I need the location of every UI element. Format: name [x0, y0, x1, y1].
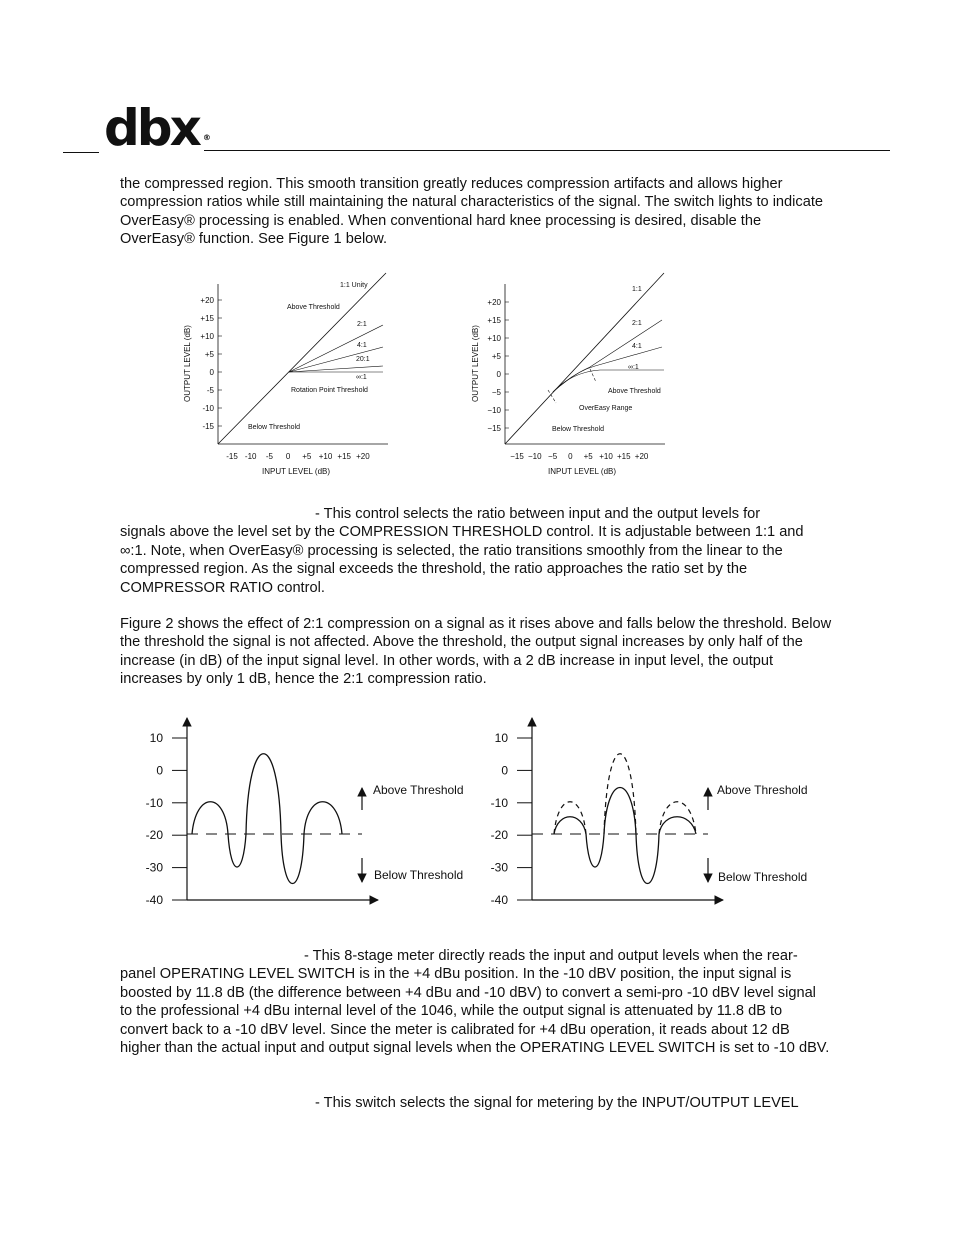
- wave-panel-uncompressed: [146, 718, 464, 907]
- y-tick-label: +20: [487, 298, 501, 307]
- chart1-ratio-2to1: [289, 325, 383, 372]
- x-tick-label: +10: [599, 452, 613, 461]
- paragraph-ratio-lead: - This control selects the ratio between input and the output levels for: [315, 506, 761, 522]
- x-tick-label: −5: [548, 452, 558, 461]
- chart1-label-inf: ∞:1: [356, 374, 367, 381]
- y-tick-label: -10: [490, 795, 508, 810]
- x-tick-label: +20: [634, 452, 649, 461]
- chart2-label-below: Below Threshold: [552, 426, 605, 433]
- y-tick-label: -15: [202, 422, 214, 431]
- x-tick-label: +15: [337, 452, 351, 461]
- y-tick-label: +5: [491, 352, 501, 361]
- chart1-xlabel: INPUT LEVEL (dB): [262, 467, 331, 476]
- chart1-label-20to1: 20:1: [356, 356, 370, 363]
- chart-overeasy: [471, 273, 665, 476]
- y-tick-label: −5: [491, 388, 501, 397]
- wave1-label-below: Below Threshold: [374, 868, 464, 882]
- paragraph-overeasy: the compressed region. This smooth transition greatly reduces compression artifacts and allows higher compression ratios while still maintaining the natural characteristics of the signal. The switch lights to indicate OverEasy® processing is enabled. When conventional hard knee processing is desired, disable the OverEasy® function. See Figure 1 below.: [120, 176, 823, 248]
- chart2-label-4to1: 4:1: [632, 343, 642, 350]
- x-tick-label: 0: [568, 452, 573, 461]
- chart-hard-knee: [183, 273, 388, 476]
- y-tick-label: −15: [487, 424, 501, 433]
- y-tick-label: -20: [145, 828, 163, 843]
- x-tick-label: -10: [244, 452, 257, 461]
- y-tick-label: +10: [487, 334, 501, 343]
- x-tick-label: +20: [356, 452, 370, 461]
- y-tick-label: -10: [202, 404, 214, 413]
- header-rule-right: [204, 150, 890, 151]
- chart1-ratio-20to1: [289, 366, 383, 372]
- y-tick-label: +20: [200, 296, 214, 305]
- x-tick-label: -5: [265, 452, 273, 461]
- y-tick-label: -30: [490, 860, 508, 875]
- wave2-label-above: Above Threshold: [717, 783, 808, 797]
- logo-trademark: ®: [202, 133, 211, 142]
- y-tick-label: 10: [149, 731, 163, 745]
- y-tick-label: −10: [487, 406, 501, 415]
- y-tick-label: +15: [200, 314, 214, 323]
- chart2-label-overeasy: OverEasy Range: [579, 405, 633, 412]
- wave1-label-above: Above Threshold: [373, 783, 464, 797]
- chart2-curve-2to1: [553, 320, 662, 392]
- y-tick-label: 0: [209, 368, 214, 377]
- x-tick-label: −10: [528, 452, 542, 461]
- x-tick-label: +5: [302, 452, 312, 461]
- chart2-label-2to1: 2:1: [632, 320, 642, 327]
- chart1-label-4to1: 4:1: [357, 342, 367, 349]
- wave2-signal-original: [554, 754, 696, 834]
- x-tick-label: −15: [510, 452, 524, 461]
- paragraph-meter-lead: - This 8-stage meter directly reads the input and output levels when the rear-: [304, 948, 798, 964]
- figure-2: [130, 710, 830, 915]
- chart2-label-inf: ∞:1: [628, 364, 639, 371]
- paragraph-meter: panel OPERATING LEVEL SWITCH is in the +4 dBu position. In the -10 dBV position, the input signal is boosted by 11.8 dB (the difference between +4 dBu and -10 dBV) to convert a semi-pro -10 dBV level signal to the professional +4 dBu internal level of the 1046, while the output signal is attenuated by 11.8 dB to convert back to a -10 dBV level. Since the meter is calibrated for +4 dBu operation, it reads about 12 dB higher than the actual input and output signal levels when the OPERATING LEVEL SWITCH is set to -10 dBV.: [120, 966, 830, 1057]
- wave-panel-compressed: [491, 718, 808, 907]
- chart1-label-below: Below Threshold: [248, 424, 301, 431]
- chart2-xlabel: INPUT LEVEL (dB): [548, 467, 617, 476]
- x-tick-label: 0: [285, 452, 291, 461]
- x-tick-label: +10: [318, 452, 333, 461]
- logo-brand: dbx: [104, 99, 199, 157]
- y-tick-label: -5: [206, 386, 214, 395]
- chart1-label-2to1: 2:1: [357, 321, 367, 328]
- chart1-label-rotation: Rotation Point Threshold: [291, 387, 368, 394]
- y-tick-label: 0: [156, 763, 163, 778]
- paragraph-figure2: Figure 2 shows the effect of 2:1 compression on a signal as it rises above and falls below the threshold. Below the threshold the signal is not affected. Above the threshold, the output signal increases by only half of the increase (in dB) of the input signal level. In other words, with a 2 dB increase in input level, the output increases by only 1 dB, hence the 2:1 compression ratio.: [120, 616, 832, 688]
- y-tick-label: 0: [496, 370, 501, 379]
- y-tick-label: -40: [145, 893, 163, 907]
- chart1-label-unity: 1:1 Unity: [340, 282, 368, 289]
- x-tick-label: +15: [617, 452, 631, 461]
- chart2-label-above: Above Threshold: [608, 388, 661, 395]
- dbx-logo: [104, 99, 211, 157]
- y-tick-label: -20: [490, 828, 508, 843]
- chart2-ylabel: OUTPUT LEVEL (dB): [471, 325, 480, 402]
- y-tick-label: -10: [145, 795, 163, 810]
- y-tick-label: 0: [501, 763, 508, 778]
- chart2-curve-4to1: [553, 347, 662, 392]
- figure-1: [170, 262, 700, 484]
- y-tick-label: -30: [145, 860, 163, 875]
- chart2-label-1to1: 1:1: [632, 286, 642, 293]
- wave2-label-below: Below Threshold: [718, 870, 808, 884]
- y-tick-label: +5: [204, 350, 214, 359]
- paragraph-ratio: signals above the level set by the COMPRESSION THRESHOLD control. It is adjustable between 1:1 and ∞:1. Note, when OverEasy® processing is selected, the ratio transitions smoothly from the linear to the compressed region. As the signal exceeds the threshold, the ratio approaches the ratio set by the COMPRESSOR RATIO control.: [120, 524, 804, 596]
- header-rule-left: [63, 152, 99, 153]
- y-tick-label: +10: [200, 332, 214, 341]
- x-tick-label: +5: [583, 452, 593, 461]
- chart2-unity-line: [505, 273, 664, 444]
- y-tick-label: 10: [494, 731, 508, 745]
- wave1-signal: [192, 754, 342, 884]
- y-tick-label: -40: [490, 893, 508, 907]
- chart1-label-above: Above Threshold: [287, 304, 340, 311]
- chart1-ylabel: OUTPUT LEVEL (dB): [183, 325, 192, 402]
- paragraph-switch-lead: - This switch selects the signal for metering by the INPUT/OUTPUT LEVEL: [315, 1095, 799, 1111]
- x-tick-label: -15: [226, 452, 238, 461]
- y-tick-label: +15: [487, 316, 501, 325]
